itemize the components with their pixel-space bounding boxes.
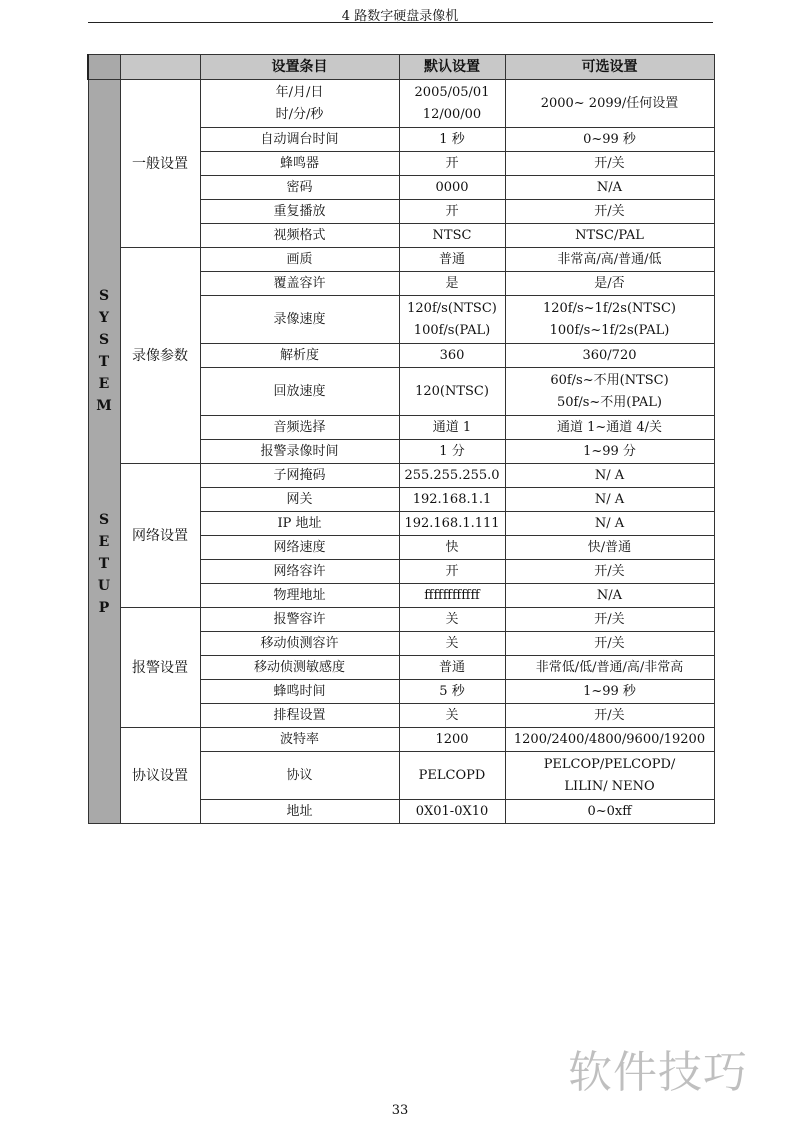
cell-default-line: 0000 [435, 179, 469, 195]
cell-options-line: N/ A [594, 515, 625, 531]
table-row [88, 80, 714, 128]
system-setup-side-label [88, 80, 120, 824]
cell-item [200, 128, 399, 152]
cell-options-line: 50f/s~不用(PAL) [556, 394, 663, 410]
cell-default-line: 开 [445, 155, 459, 171]
cell-options [505, 512, 714, 536]
cell-item-line: 移动侦测容许 [260, 635, 339, 651]
cell-item-line: 解析度 [279, 347, 319, 363]
cell-item [200, 224, 399, 248]
cell-options [505, 248, 714, 272]
side-letter: E [98, 375, 110, 392]
cell-default [399, 128, 505, 152]
cell-options [505, 584, 714, 608]
table-row [88, 248, 714, 272]
cell-options-line: 开/关 [594, 563, 625, 579]
header-group-blank [120, 55, 200, 80]
cell-item-line: 协议 [286, 767, 313, 783]
cell-item-line: 视频格式 [273, 227, 326, 243]
cell-item [200, 176, 399, 200]
cell-default-line: 255.255.255.0 [404, 467, 500, 483]
cell-options-line: 2000~ 2099/任何设置 [540, 95, 679, 111]
cell-item-line: 子网掩码 [273, 467, 326, 483]
side-letter: M [96, 397, 112, 414]
cell-options [505, 608, 714, 632]
cell-options [505, 80, 714, 128]
cell-default-line: 关 [445, 635, 459, 651]
group-name: 录像参数 [120, 248, 200, 464]
cell-options-line: 0~0xff [587, 803, 632, 819]
page-header-title: 4 路数字硬盘录像机 [341, 9, 459, 24]
cell-default [399, 608, 505, 632]
cell-options-line: 快/普通 [587, 539, 632, 555]
cell-default-line: 1200 [435, 731, 469, 747]
cell-options-line: N/ A [594, 467, 625, 483]
side-letter: E [98, 533, 110, 550]
cell-default [399, 512, 505, 536]
cell-item [200, 368, 399, 416]
cell-options [505, 344, 714, 368]
cell-options-line: 开/关 [594, 203, 625, 219]
cell-item [200, 560, 399, 584]
cell-options [505, 800, 714, 824]
cell-options [505, 368, 714, 416]
cell-item-line: 年/月/日 [275, 84, 324, 100]
cell-options [505, 680, 714, 704]
cell-item [200, 632, 399, 656]
cell-item-line: 网络速度 [273, 539, 326, 555]
cell-default [399, 632, 505, 656]
cell-item [200, 536, 399, 560]
cell-options [505, 152, 714, 176]
side-letter: T [98, 555, 110, 572]
watermark-text: 软件技巧 [568, 1047, 748, 1098]
table-header-row [88, 55, 714, 80]
cell-options-line: 非常低/低/普通/高/非常高 [535, 659, 684, 675]
cell-default [399, 416, 505, 440]
cell-item [200, 344, 399, 368]
table-row [88, 728, 714, 752]
cell-options-line: 开/关 [594, 635, 625, 651]
cell-default [399, 176, 505, 200]
cell-item-line: 蜂鸣时间 [273, 683, 326, 699]
cell-options-line: N/A [596, 179, 623, 195]
cell-item-line: IP 地址 [277, 515, 322, 531]
cell-options [505, 224, 714, 248]
cell-item [200, 248, 399, 272]
cell-options-line: 0~99 秒 [583, 131, 636, 147]
cell-options [505, 728, 714, 752]
group-name: 网络设置 [120, 464, 200, 608]
cell-options [505, 272, 714, 296]
cell-default-line: 是 [445, 275, 459, 291]
cell-default-line: 0X01-0X10 [415, 803, 489, 819]
cell-options [505, 488, 714, 512]
cell-default [399, 152, 505, 176]
cell-item [200, 584, 399, 608]
cell-options-line: 开/关 [594, 155, 625, 171]
cell-options [505, 176, 714, 200]
cell-default-line: 关 [445, 611, 459, 627]
cell-default-line: 开 [445, 563, 459, 579]
cell-item [200, 704, 399, 728]
cell-default [399, 440, 505, 464]
cell-options [505, 536, 714, 560]
cell-options [505, 704, 714, 728]
cell-default-line: 1 秒 [439, 131, 465, 147]
cell-default [399, 488, 505, 512]
cell-item [200, 200, 399, 224]
cell-default [399, 656, 505, 680]
cell-default-line: 普通 [438, 251, 465, 267]
cell-item-line: 波特率 [279, 731, 319, 747]
cell-item [200, 512, 399, 536]
side-letter: T [98, 353, 110, 370]
cell-options [505, 416, 714, 440]
cell-options [505, 128, 714, 152]
cell-default-line: ffffffffffff [424, 587, 480, 603]
cell-default [399, 368, 505, 416]
page-number: 33 [391, 1103, 409, 1118]
cell-options-line: 120f/s~1f/2s(NTSC) [542, 300, 676, 316]
cell-item-line: 蜂鸣器 [279, 155, 319, 171]
side-letter: U [97, 577, 111, 594]
cell-default-line: 5 秒 [439, 683, 465, 699]
group-name: 一般设置 [120, 80, 200, 248]
cell-item-line: 时/分/秒 [275, 106, 324, 122]
cell-item-line: 网关 [286, 491, 313, 507]
cell-default [399, 296, 505, 344]
cell-item-line: 重复播放 [273, 203, 326, 219]
cell-default-line: 192.168.1.111 [404, 515, 500, 531]
cell-default-line: NTSC [432, 227, 472, 243]
cell-item-line: 画质 [286, 251, 313, 267]
cell-options [505, 632, 714, 656]
header-options: 可选设置 [505, 55, 714, 80]
group-name: 报警设置 [120, 608, 200, 728]
cell-default-line: PELCOPD [418, 767, 486, 783]
cell-item-line: 回放速度 [273, 383, 326, 399]
cell-item [200, 656, 399, 680]
cell-item-line: 自动调台时间 [260, 131, 339, 147]
cell-default [399, 80, 505, 128]
header-item: 设置条目 [200, 55, 399, 80]
cell-item [200, 152, 399, 176]
side-word-system [91, 285, 118, 417]
cell-item [200, 752, 399, 800]
side-letter: Y [99, 309, 109, 326]
cell-default [399, 464, 505, 488]
cell-options-line: 360/720 [582, 347, 637, 363]
cell-item [200, 440, 399, 464]
cell-options-line: 通道 1~通道 4/关 [556, 419, 663, 435]
cell-default-line: 通道 1 [432, 419, 472, 435]
cell-item-line: 录像速度 [273, 311, 326, 327]
cell-default-line: 100f/s(PAL) [413, 322, 491, 338]
cell-default-line: 120(NTSC) [415, 383, 489, 399]
header-side-blank [88, 55, 120, 80]
side-letter: S [98, 511, 110, 528]
cell-options [505, 296, 714, 344]
header-divider [88, 22, 713, 23]
cell-default-line: 2005/05/01 [414, 84, 490, 100]
cell-options [505, 464, 714, 488]
cell-default [399, 536, 505, 560]
cell-item-line: 地址 [286, 803, 313, 819]
cell-default-line: 120f/s(NTSC) [407, 300, 497, 316]
cell-options [505, 200, 714, 224]
cell-default [399, 344, 505, 368]
cell-default-line: 1 分 [439, 443, 465, 459]
cell-item-line: 音频选择 [273, 419, 326, 435]
group-name: 协议设置 [120, 728, 200, 824]
cell-options-line: LILIN/ NENO [564, 778, 655, 794]
cell-default-line: 开 [445, 203, 459, 219]
cell-item [200, 728, 399, 752]
cell-item-line: 密码 [286, 179, 313, 195]
cell-options [505, 656, 714, 680]
cell-default-line: 关 [445, 707, 459, 723]
cell-options-line: 非常高/高/普通/低 [557, 251, 662, 267]
table-row [88, 464, 714, 488]
table-row [88, 608, 714, 632]
cell-options-line: 是/否 [594, 275, 625, 291]
cell-default [399, 680, 505, 704]
cell-item [200, 680, 399, 704]
cell-item-line: 排程设置 [273, 707, 326, 723]
cell-item [200, 296, 399, 344]
cell-default [399, 800, 505, 824]
cell-item [200, 272, 399, 296]
cell-default-line: 360 [439, 347, 465, 363]
cell-options [505, 440, 714, 464]
cell-item [200, 488, 399, 512]
system-setup-table [87, 54, 715, 824]
cell-options-line: 1~99 分 [583, 443, 636, 459]
side-letter: S [98, 287, 110, 304]
side-letter: P [98, 599, 110, 616]
cell-options-line: N/A [596, 587, 623, 603]
cell-item [200, 608, 399, 632]
cell-item [200, 800, 399, 824]
cell-default [399, 752, 505, 800]
cell-default [399, 200, 505, 224]
cell-default [399, 272, 505, 296]
cell-default [399, 704, 505, 728]
cell-item-line: 覆盖容许 [273, 275, 326, 291]
cell-item [200, 80, 399, 128]
cell-options-line: 开/关 [594, 707, 625, 723]
cell-default [399, 728, 505, 752]
cell-options-line: 1~99 秒 [583, 683, 636, 699]
side-word-setup [91, 509, 118, 619]
cell-options [505, 560, 714, 584]
cell-item-line: 物理地址 [273, 587, 326, 603]
header-default: 默认设置 [399, 55, 505, 80]
cell-options-line: 100f/s~1f/2s(PAL) [549, 322, 670, 338]
cell-options-line: 1200/2400/4800/9600/19200 [513, 731, 706, 747]
cell-item-line: 网络容许 [273, 563, 326, 579]
side-letter: S [98, 331, 110, 348]
cell-default-line: 192.168.1.1 [412, 491, 492, 507]
cell-default-line: 12/00/00 [422, 106, 482, 122]
cell-options-line: 60f/s~不用(NTSC) [550, 372, 669, 388]
cell-options-line: NTSC/PAL [575, 227, 644, 243]
cell-item-line: 移动侦测敏感度 [253, 659, 345, 675]
cell-options-line: N/ A [594, 491, 625, 507]
cell-default-line: 普通 [438, 659, 465, 675]
cell-options [505, 752, 714, 800]
cell-default [399, 584, 505, 608]
cell-default [399, 560, 505, 584]
cell-options-line: PELCOP/PELCOPD/ [543, 756, 676, 772]
cell-item [200, 464, 399, 488]
cell-item-line: 报警录像时间 [260, 443, 339, 459]
cell-item [200, 416, 399, 440]
cell-options-line: 开/关 [594, 611, 625, 627]
cell-item-line: 报警容许 [273, 611, 326, 627]
cell-default [399, 224, 505, 248]
cell-default-line: 快 [445, 539, 459, 555]
cell-default [399, 248, 505, 272]
